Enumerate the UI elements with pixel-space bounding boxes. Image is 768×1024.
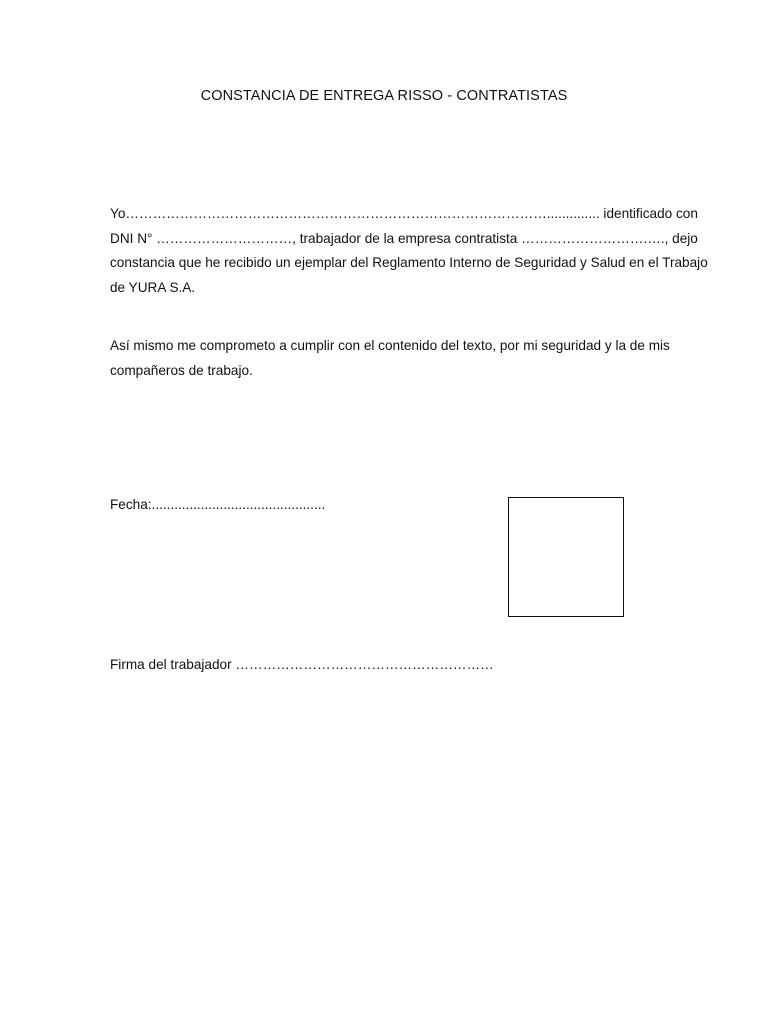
declaration-line: DNI N° …………………………, trabajador de la empresa contratista ……………………….…., dejo <box>110 230 698 246</box>
declaration-line: constancia que he recibido un ejemplar del Reglamento Interno de Seguridad y Salud en el Trabajo <box>110 255 708 270</box>
commitment-line: Así mismo me comprometo a cumplir con el contenido del texto, por mi seguridad y la de mis <box>110 338 670 353</box>
commitment-line: compañeros de trabajo. <box>110 362 253 378</box>
document-title: CONSTANCIA DE ENTREGA RISSO - CONTRATISTAS <box>200 88 568 104</box>
declaration-line: Yo………………………………………………………………………………….............. identificado con <box>110 206 698 221</box>
declaration-paragraph <box>110 202 708 300</box>
date-field: Fecha:.............................................. <box>110 497 326 512</box>
fingerprint-box <box>508 497 624 617</box>
signature-field: Firma del trabajador ………………………………………………… <box>110 657 494 672</box>
commitment-paragraph <box>110 334 670 383</box>
declaration-line: de YURA S.A. <box>110 279 196 295</box>
